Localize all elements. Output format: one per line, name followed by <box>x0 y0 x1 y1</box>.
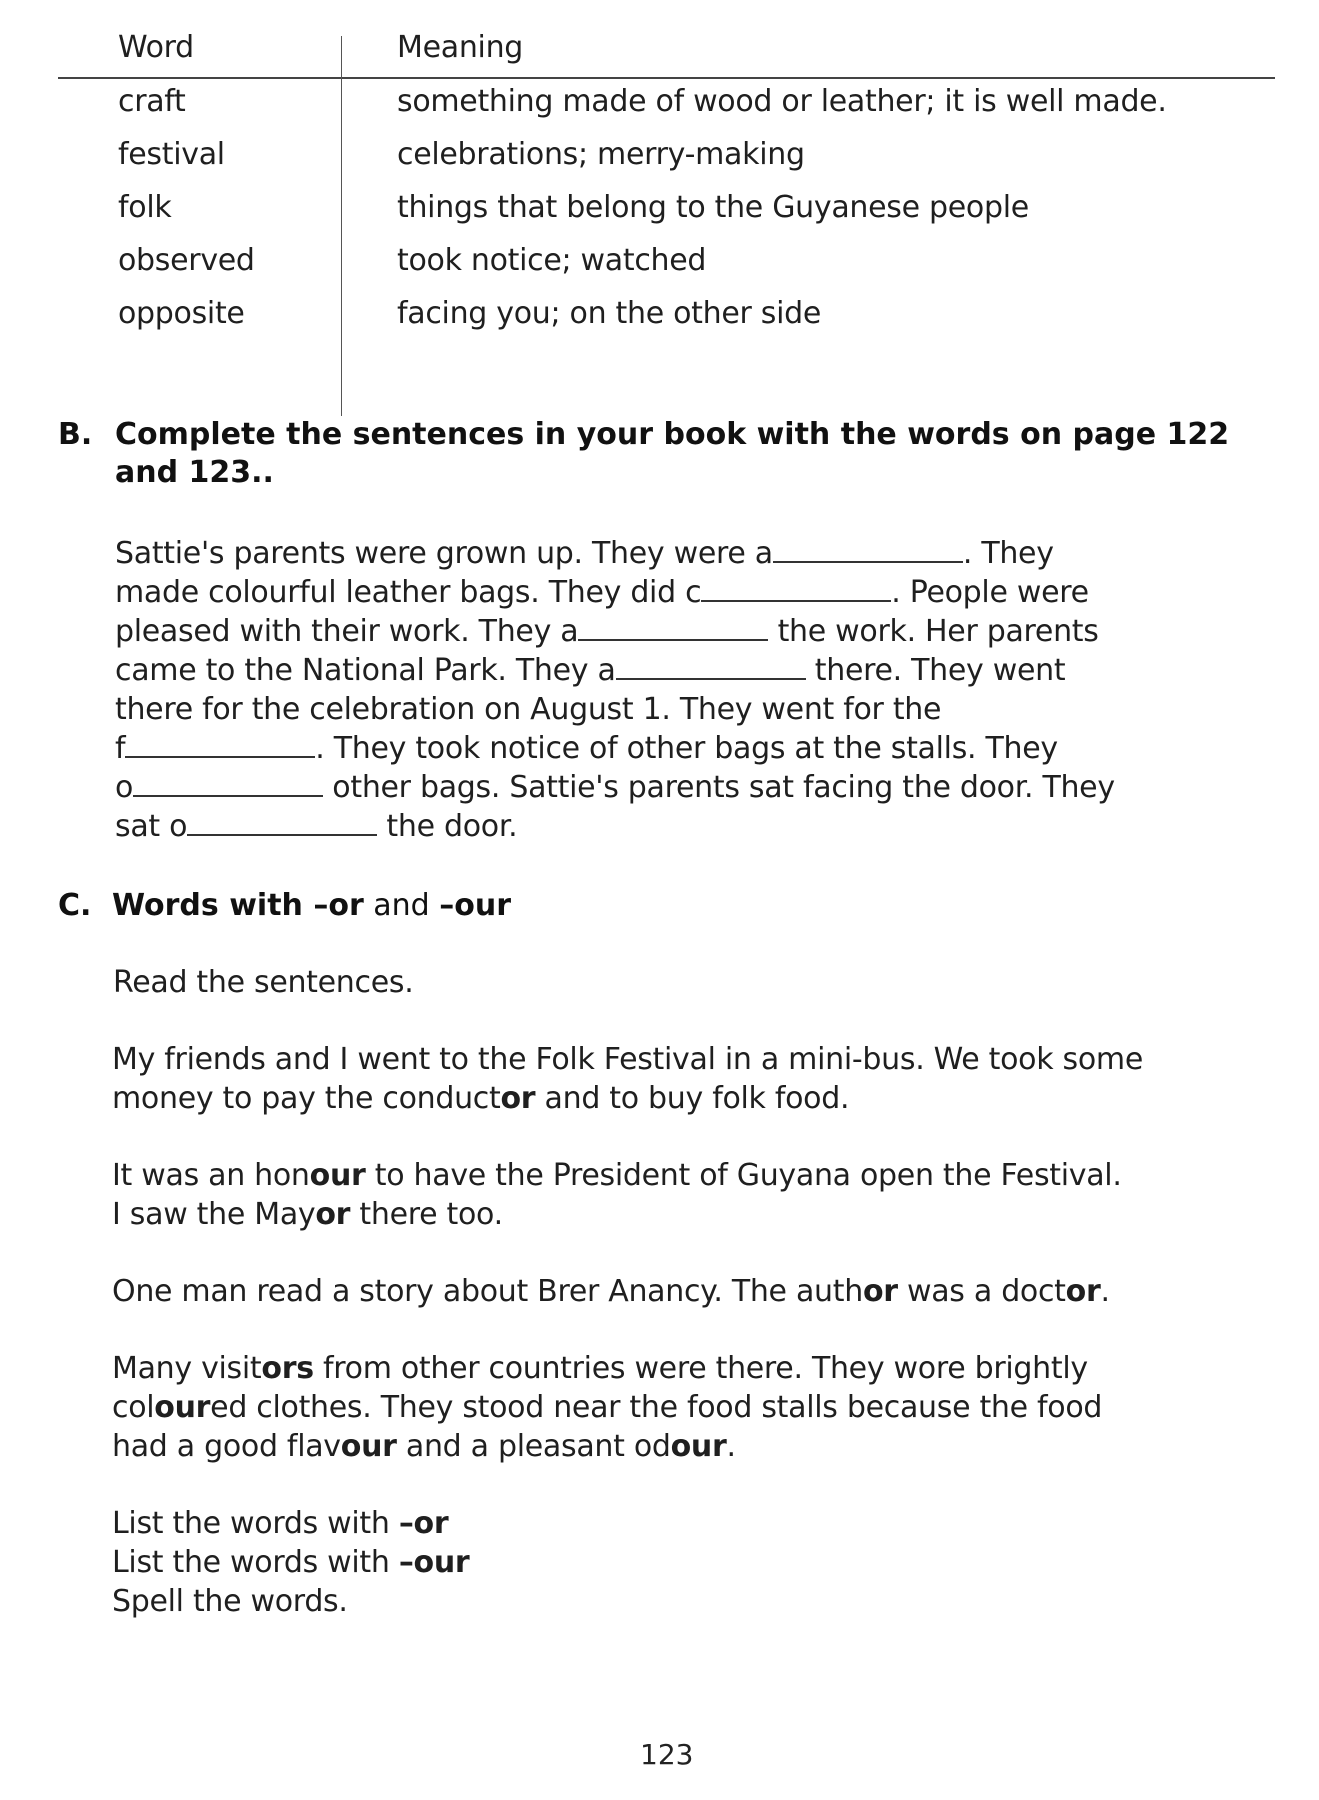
text-line <box>112 1429 736 1464</box>
text-line <box>112 1584 348 1619</box>
word-cell: craft <box>118 84 186 119</box>
text: . They took notice of other bags at the stalls. They <box>315 731 1058 766</box>
text: there. They went <box>805 653 1066 688</box>
text: . People were <box>891 575 1089 610</box>
cloze-line <box>115 653 1065 688</box>
suffix-highlight: –our <box>398 1545 470 1580</box>
cloze-line <box>115 575 1089 610</box>
blank[interactable] <box>133 794 323 797</box>
suffix-highlight: our <box>340 1429 397 1464</box>
cloze-line <box>115 770 1115 805</box>
text: the work. Her parents <box>768 614 1099 649</box>
blank[interactable] <box>773 560 963 563</box>
header-meaning: Meaning <box>397 30 524 65</box>
title-part: –our <box>439 888 512 923</box>
meaning-cell: took notice; watched <box>397 243 707 278</box>
suffix-highlight: or <box>315 1197 351 1232</box>
text-run: . <box>726 1429 736 1464</box>
text-run: was a doct <box>897 1274 1066 1309</box>
text-line <box>112 1274 1110 1309</box>
cloze-line <box>115 692 941 727</box>
text-run: and a pleasant od <box>396 1429 671 1464</box>
text: made colourful leather bags. They did c <box>115 575 702 610</box>
text-line <box>112 1351 1088 1386</box>
text-run: had a good flav <box>112 1429 341 1464</box>
text-run: It was an hon <box>112 1158 310 1193</box>
text-line <box>112 1506 448 1541</box>
title-part: –or <box>313 888 364 923</box>
meaning-cell: something made of wood or leather; it is well made. <box>397 84 1167 119</box>
section-letter: C. <box>58 888 92 923</box>
text: o <box>115 770 134 805</box>
suffix-highlight: –or <box>398 1506 449 1541</box>
text-run: to have the President of Guyana open the Festival. <box>365 1158 1122 1193</box>
text-run: . <box>1100 1274 1110 1309</box>
text: sat o <box>115 809 188 844</box>
text: the door. <box>377 809 518 844</box>
text-run: and to buy folk food. <box>535 1081 850 1116</box>
text-run: there too. <box>350 1197 503 1232</box>
header-word: Word <box>118 30 194 65</box>
suffix-highlight: our <box>309 1158 366 1193</box>
text-line <box>112 1158 1122 1193</box>
word-cell: festival <box>118 137 225 172</box>
text: . They <box>962 536 1054 571</box>
text-run: from other countries were there. They wore brightly <box>313 1351 1088 1386</box>
word-cell: observed <box>118 243 255 278</box>
blank[interactable] <box>125 755 315 758</box>
suffix-highlight: or <box>862 1274 898 1309</box>
suffix-highlight: our <box>154 1390 211 1425</box>
section-instruction: Complete the sentences in your book with the words on page 122 <box>115 417 1230 452</box>
text-run: One man read a story about Brer Anancy. The auth <box>112 1274 863 1309</box>
meaning-cell: celebrations; merry-making <box>397 137 805 172</box>
cloze-line <box>115 809 517 844</box>
read-instruction: Read the sentences. <box>113 965 414 1000</box>
text-run: Spell the words. <box>112 1584 348 1619</box>
section-title <box>112 888 511 923</box>
page-number: 123 <box>640 1738 694 1771</box>
text-run: col <box>112 1390 155 1425</box>
blank[interactable] <box>616 677 806 680</box>
suffix-highlight: or <box>500 1081 536 1116</box>
text-run: My friends and I went to the Folk Festival in a mini-bus. We took some <box>112 1042 1144 1077</box>
text: there for the celebration on August 1. They went for the <box>115 692 942 727</box>
cloze-line <box>115 536 1054 571</box>
meaning-cell: facing you; on the other side <box>397 296 822 331</box>
text-run: I saw the May <box>112 1197 316 1232</box>
text: other bags. Sattie's parents sat facing the door. They <box>323 770 1115 805</box>
blank[interactable] <box>187 833 377 836</box>
suffix-highlight: ors <box>261 1351 314 1386</box>
word-cell: opposite <box>118 296 245 331</box>
cloze-line <box>115 731 1058 766</box>
column-divider <box>341 36 342 416</box>
text-line <box>112 1390 1102 1425</box>
title-part: and <box>363 888 440 923</box>
suffix-highlight: or <box>1065 1274 1101 1309</box>
text-line <box>112 1042 1143 1077</box>
title-part: Words with <box>112 888 314 923</box>
text-run: Many visit <box>112 1351 262 1386</box>
suffix-highlight: our <box>670 1429 727 1464</box>
cloze-line <box>115 614 1099 649</box>
text: came to the National Park. They a <box>115 653 616 688</box>
text: pleased with their work. They a <box>115 614 579 649</box>
header-rule <box>58 77 1275 79</box>
blank[interactable] <box>701 599 891 602</box>
text-line <box>112 1545 469 1580</box>
text-run: List the words with <box>112 1506 399 1541</box>
text-run: List the words with <box>112 1545 399 1580</box>
text-line <box>112 1081 849 1116</box>
word-cell: folk <box>118 190 172 225</box>
section-instruction-cont: and 123.. <box>115 455 274 490</box>
text-run: money to pay the conduct <box>112 1081 501 1116</box>
section-letter: B. <box>58 417 93 452</box>
text: Sattie's parents were grown up. They were a <box>115 536 773 571</box>
text-line <box>112 1197 503 1232</box>
text: f <box>115 731 126 766</box>
text-run: ed clothes. They stood near the food stalls because the food <box>210 1390 1103 1425</box>
meaning-cell: things that belong to the Guyanese people <box>397 190 1029 225</box>
blank[interactable] <box>578 638 768 641</box>
